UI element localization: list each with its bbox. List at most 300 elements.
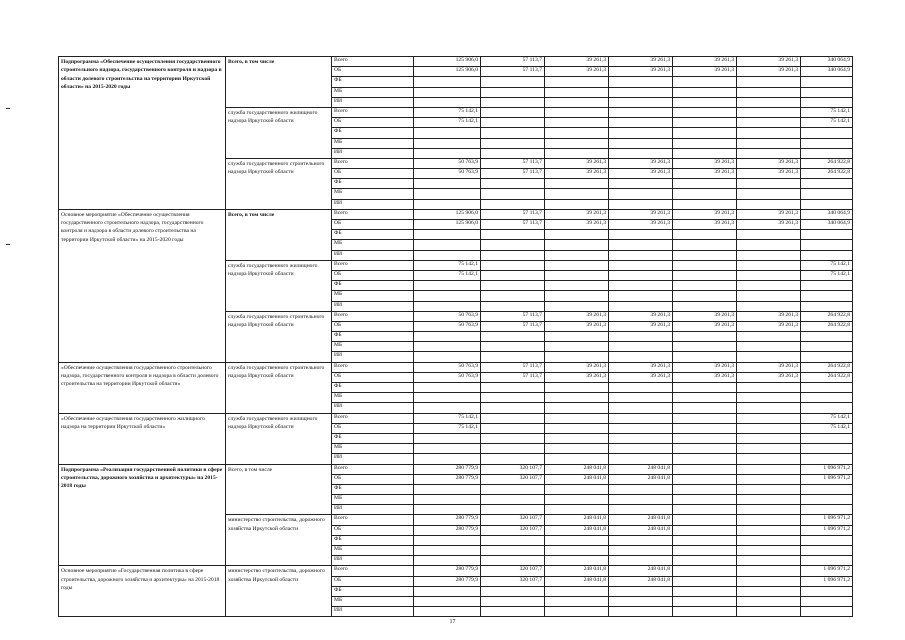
program-name-cell: «Обеспечение осуществления государственного жилищного надзора на территории Иркутской области»: [59, 413, 226, 464]
amount-cell: [545, 332, 609, 342]
amount-cell: 50 763,9: [414, 362, 481, 372]
funding-source-cell: ИИ: [332, 148, 414, 158]
funding-source-cell: ФБ: [332, 586, 414, 596]
amount-cell: 280 779,9: [414, 576, 481, 586]
amount-cell: 125 906,0: [414, 209, 481, 219]
amount-cell: 39 261,3: [673, 220, 737, 230]
amount-cell: [609, 87, 673, 97]
amount-cell: 39 261,3: [545, 158, 609, 168]
amount-cell: [737, 576, 801, 586]
amount-cell: 125 906,0: [414, 220, 481, 230]
amount-cell: 39 261,3: [609, 57, 673, 67]
amount-cell: [609, 586, 673, 596]
amount-cell: 75 142,1: [414, 118, 481, 128]
amount-cell: 248 041,8: [609, 474, 673, 484]
amount-cell: 39 261,3: [545, 311, 609, 321]
amount-cell: [801, 301, 853, 311]
amount-cell: 39 261,3: [545, 57, 609, 67]
amount-cell: [801, 535, 853, 545]
amount-cell: 39 261,3: [609, 67, 673, 77]
amount-cell: 340 064,9: [801, 67, 853, 77]
amount-cell: [481, 454, 545, 464]
amount-cell: [737, 240, 801, 250]
amount-cell: [609, 301, 673, 311]
funding-source-cell: Всего: [332, 413, 414, 423]
amount-cell: 39 261,3: [673, 57, 737, 67]
funding-source-cell: ИИ: [332, 352, 414, 362]
amount-cell: [545, 352, 609, 362]
amount-cell: [414, 281, 481, 291]
amount-cell: [737, 556, 801, 566]
amount-cell: [481, 148, 545, 158]
amount-cell: [545, 77, 609, 87]
amount-cell: [481, 128, 545, 138]
amount-cell: [545, 118, 609, 128]
responsible-executor-cell: министерство строительства, дорожного хозяйства Иркутской области: [226, 566, 332, 617]
amount-cell: [609, 138, 673, 148]
amount-cell: 75 142,1: [414, 413, 481, 423]
funding-source-cell: Всего: [332, 362, 414, 372]
amount-cell: 280 779,9: [414, 464, 481, 474]
amount-cell: [481, 556, 545, 566]
amount-cell: [481, 444, 545, 454]
amount-cell: 320 107,7: [481, 474, 545, 484]
amount-cell: [609, 495, 673, 505]
amount-cell: [414, 189, 481, 199]
amount-cell: 39 261,3: [609, 362, 673, 372]
amount-cell: [737, 403, 801, 413]
amount-cell: [609, 77, 673, 87]
amount-cell: 39 261,3: [673, 67, 737, 77]
amount-cell: [414, 77, 481, 87]
funding-source-cell: МБ: [332, 495, 414, 505]
amount-cell: [737, 270, 801, 280]
amount-cell: [414, 484, 481, 494]
amount-cell: 39 261,3: [737, 209, 801, 219]
funding-source-cell: МБ: [332, 189, 414, 199]
funding-source-cell: МБ: [332, 240, 414, 250]
amount-cell: [545, 301, 609, 311]
amount-cell: [609, 148, 673, 158]
amount-cell: [609, 199, 673, 209]
funding-source-cell: ФБ: [332, 77, 414, 87]
amount-cell: 75 142,1: [801, 270, 853, 280]
amount-cell: [801, 556, 853, 566]
amount-cell: 39 261,3: [737, 372, 801, 382]
amount-cell: [801, 596, 853, 606]
amount-cell: 320 107,7: [481, 566, 545, 576]
amount-cell: [673, 189, 737, 199]
amount-cell: [414, 454, 481, 464]
amount-cell: 1 096 971,2: [801, 515, 853, 525]
amount-cell: 75 142,1: [801, 423, 853, 433]
amount-cell: [481, 250, 545, 260]
table-body: [59, 57, 853, 617]
amount-cell: [673, 138, 737, 148]
amount-cell: 57 113,7: [481, 372, 545, 382]
amount-cell: [545, 179, 609, 189]
amount-cell: [609, 118, 673, 128]
amount-cell: [673, 423, 737, 433]
amount-cell: 280 779,9: [414, 474, 481, 484]
amount-cell: [673, 260, 737, 270]
margin-mark: [6, 108, 10, 109]
amount-cell: 39 261,3: [737, 362, 801, 372]
amount-cell: [801, 189, 853, 199]
amount-cell: [673, 87, 737, 97]
amount-cell: [481, 281, 545, 291]
amount-cell: 39 261,3: [609, 169, 673, 179]
amount-cell: [414, 495, 481, 505]
amount-cell: [801, 352, 853, 362]
responsible-executor-cell: служба государственного жилищного надзора Иркутской области: [226, 260, 332, 311]
amount-cell: [673, 515, 737, 525]
amount-cell: 39 261,3: [673, 169, 737, 179]
amount-cell: 264 922,8: [801, 169, 853, 179]
amount-cell: [545, 107, 609, 117]
responsible-executor-cell: служба государственного жилищного надзора Иркутской области: [226, 413, 332, 464]
amount-cell: [545, 393, 609, 403]
amount-cell: [481, 230, 545, 240]
funding-source-cell: ИИ: [332, 505, 414, 515]
amount-cell: [673, 393, 737, 403]
amount-cell: [673, 464, 737, 474]
amount-cell: [673, 505, 737, 515]
amount-cell: [609, 423, 673, 433]
amount-cell: 320 107,7: [481, 464, 545, 474]
amount-cell: [673, 148, 737, 158]
amount-cell: 280 779,9: [414, 566, 481, 576]
amount-cell: [414, 546, 481, 556]
amount-cell: [673, 586, 737, 596]
amount-cell: [737, 128, 801, 138]
amount-cell: [545, 87, 609, 97]
amount-cell: 39 261,3: [545, 372, 609, 382]
amount-cell: [737, 474, 801, 484]
amount-cell: [737, 301, 801, 311]
amount-cell: 39 261,3: [673, 372, 737, 382]
amount-cell: [737, 138, 801, 148]
amount-cell: [737, 464, 801, 474]
amount-cell: [414, 433, 481, 443]
amount-cell: 50 763,9: [414, 372, 481, 382]
responsible-executor-cell: служба государственного строительного надзора Иркутской области: [226, 158, 332, 209]
amount-cell: [673, 596, 737, 606]
amount-cell: [481, 383, 545, 393]
amount-cell: [545, 403, 609, 413]
amount-cell: 1 096 971,2: [801, 576, 853, 586]
program-name-cell: Подпрограмма «Обеспечение осуществления государственного строительного надзора, государственного контроля и надзора в области долевого строительства на территории Иркутской области» на 2015-2020 годы: [59, 57, 226, 210]
amount-cell: [414, 393, 481, 403]
amount-cell: [801, 128, 853, 138]
amount-cell: [673, 230, 737, 240]
amount-cell: [545, 454, 609, 464]
amount-cell: [673, 240, 737, 250]
amount-cell: [737, 484, 801, 494]
amount-cell: [414, 607, 481, 617]
amount-cell: [673, 107, 737, 117]
amount-cell: 57 113,7: [481, 311, 545, 321]
amount-cell: 75 142,1: [414, 423, 481, 433]
amount-cell: [545, 199, 609, 209]
amount-cell: [737, 444, 801, 454]
amount-cell: [673, 352, 737, 362]
amount-cell: [609, 444, 673, 454]
amount-cell: [673, 301, 737, 311]
amount-cell: [737, 454, 801, 464]
funding-source-cell: МБ: [332, 138, 414, 148]
amount-cell: [737, 199, 801, 209]
funding-source-cell: Всего: [332, 464, 414, 474]
amount-cell: [673, 270, 737, 280]
amount-cell: [801, 495, 853, 505]
amount-cell: 125 906,0: [414, 67, 481, 77]
amount-cell: [414, 444, 481, 454]
responsible-executor-cell: служба государственного строительного надзора Иркутской области: [226, 311, 332, 362]
amount-cell: [481, 505, 545, 515]
amount-cell: [481, 596, 545, 606]
amount-cell: [481, 107, 545, 117]
amount-cell: [545, 383, 609, 393]
amount-cell: 39 261,3: [545, 169, 609, 179]
amount-cell: [737, 423, 801, 433]
amount-cell: [801, 77, 853, 87]
amount-cell: 57 113,7: [481, 321, 545, 331]
funding-source-cell: ФБ: [332, 179, 414, 189]
funding-source-cell: ОБ: [332, 474, 414, 484]
amount-cell: [481, 270, 545, 280]
amount-cell: [609, 403, 673, 413]
funding-source-cell: ИИ: [332, 97, 414, 107]
funding-source-cell: ОБ: [332, 372, 414, 382]
amount-cell: 248 041,8: [545, 576, 609, 586]
amount-cell: [481, 97, 545, 107]
amount-cell: [609, 546, 673, 556]
amount-cell: [481, 413, 545, 423]
amount-cell: [609, 484, 673, 494]
amount-cell: [545, 505, 609, 515]
amount-cell: [737, 107, 801, 117]
amount-cell: 248 041,8: [609, 566, 673, 576]
amount-cell: [414, 403, 481, 413]
amount-cell: [801, 179, 853, 189]
amount-cell: [801, 454, 853, 464]
amount-cell: [673, 250, 737, 260]
amount-cell: 340 064,9: [801, 57, 853, 67]
amount-cell: [414, 352, 481, 362]
amount-cell: 75 142,1: [414, 107, 481, 117]
funding-source-cell: МБ: [332, 596, 414, 606]
amount-cell: [737, 148, 801, 158]
amount-cell: 248 041,8: [545, 474, 609, 484]
funding-source-cell: ОБ: [332, 525, 414, 535]
amount-cell: [609, 107, 673, 117]
amount-cell: [481, 332, 545, 342]
amount-cell: [545, 128, 609, 138]
amount-cell: 248 041,8: [545, 464, 609, 474]
funding-source-cell: Всего: [332, 311, 414, 321]
funding-source-cell: ОБ: [332, 270, 414, 280]
amount-cell: [414, 342, 481, 352]
amount-cell: [481, 607, 545, 617]
amount-cell: [801, 607, 853, 617]
amount-cell: [481, 301, 545, 311]
amount-cell: [673, 128, 737, 138]
funding-source-cell: МБ: [332, 393, 414, 403]
amount-cell: [737, 332, 801, 342]
amount-cell: [673, 118, 737, 128]
amount-cell: [673, 484, 737, 494]
amount-cell: [481, 138, 545, 148]
funding-source-cell: ФБ: [332, 535, 414, 545]
amount-cell: 264 922,8: [801, 372, 853, 382]
amount-cell: [609, 179, 673, 189]
amount-cell: [545, 291, 609, 301]
amount-cell: 75 142,1: [801, 260, 853, 270]
funding-source-cell: ОБ: [332, 118, 414, 128]
amount-cell: 57 113,7: [481, 362, 545, 372]
amount-cell: [414, 383, 481, 393]
table-row: [59, 57, 853, 67]
amount-cell: 39 261,3: [673, 321, 737, 331]
table-row: [59, 464, 853, 474]
amount-cell: [801, 138, 853, 148]
amount-cell: [481, 291, 545, 301]
amount-cell: [481, 535, 545, 545]
amount-cell: [545, 413, 609, 423]
amount-cell: [545, 342, 609, 352]
amount-cell: [737, 566, 801, 576]
amount-cell: [801, 505, 853, 515]
amount-cell: [673, 433, 737, 443]
amount-cell: [737, 607, 801, 617]
amount-cell: [737, 87, 801, 97]
amount-cell: 264 922,8: [801, 321, 853, 331]
amount-cell: [545, 230, 609, 240]
amount-cell: [673, 332, 737, 342]
amount-cell: 39 261,3: [737, 311, 801, 321]
amount-cell: [545, 546, 609, 556]
amount-cell: [737, 352, 801, 362]
amount-cell: [737, 525, 801, 535]
amount-cell: [673, 535, 737, 545]
amount-cell: [545, 484, 609, 494]
funding-source-cell: ФБ: [332, 383, 414, 393]
amount-cell: 57 113,7: [481, 209, 545, 219]
amount-cell: [673, 576, 737, 586]
funding-source-cell: ФБ: [332, 332, 414, 342]
amount-cell: [801, 250, 853, 260]
amount-cell: 39 261,3: [609, 311, 673, 321]
funding-source-cell: Всего: [332, 107, 414, 117]
funding-source-cell: ОБ: [332, 321, 414, 331]
funding-source-cell: ИИ: [332, 454, 414, 464]
amount-cell: 1 096 971,2: [801, 464, 853, 474]
amount-cell: [609, 260, 673, 270]
amount-cell: [737, 495, 801, 505]
amount-cell: 75 142,1: [801, 413, 853, 423]
amount-cell: [737, 179, 801, 189]
amount-cell: [801, 444, 853, 454]
amount-cell: 75 142,1: [801, 107, 853, 117]
amount-cell: [737, 189, 801, 199]
funding-source-cell: Всего: [332, 260, 414, 270]
amount-cell: 57 113,7: [481, 67, 545, 77]
amount-cell: 57 113,7: [481, 57, 545, 67]
amount-cell: [481, 495, 545, 505]
amount-cell: [414, 250, 481, 260]
amount-cell: [737, 535, 801, 545]
amount-cell: [414, 301, 481, 311]
funding-source-cell: ИИ: [332, 607, 414, 617]
amount-cell: 39 261,3: [545, 67, 609, 77]
amount-cell: 248 041,8: [545, 515, 609, 525]
amount-cell: [737, 546, 801, 556]
amount-cell: [481, 189, 545, 199]
amount-cell: 340 064,9: [801, 220, 853, 230]
program-name-cell: «Обеспечение осуществления государственного строительного надзора, государственного контроля и надзора в области долевого строительства на территории Иркутской области»: [59, 362, 226, 413]
program-name-cell: Основное мероприятие «Обеспечение осуществления государственного строительного надзора, государственного контроля и надзора в области долевого строительства на территории Иркутской области» на 2015-2020 годы: [59, 209, 226, 362]
amount-cell: 264 922,8: [801, 158, 853, 168]
amount-cell: [481, 393, 545, 403]
amount-cell: [481, 199, 545, 209]
amount-cell: 39 261,3: [737, 220, 801, 230]
amount-cell: 39 261,3: [673, 158, 737, 168]
amount-cell: [609, 189, 673, 199]
amount-cell: [481, 433, 545, 443]
funding-source-cell: ФБ: [332, 433, 414, 443]
amount-cell: 75 142,1: [414, 260, 481, 270]
amount-cell: [801, 199, 853, 209]
amount-cell: 39 261,3: [609, 372, 673, 382]
amount-cell: [737, 383, 801, 393]
funding-source-cell: ИИ: [332, 301, 414, 311]
funding-source-cell: МБ: [332, 342, 414, 352]
funding-source-cell: Всего: [332, 209, 414, 219]
amount-cell: [481, 118, 545, 128]
amount-cell: [673, 607, 737, 617]
amount-cell: [737, 291, 801, 301]
funding-source-cell: МБ: [332, 546, 414, 556]
amount-cell: [673, 383, 737, 393]
amount-cell: [414, 291, 481, 301]
amount-cell: 1 096 971,2: [801, 566, 853, 576]
amount-cell: [801, 148, 853, 158]
amount-cell: [545, 281, 609, 291]
responsible-executor-cell: Всего, в том числе: [226, 464, 332, 515]
amount-cell: 57 113,7: [481, 220, 545, 230]
amount-cell: [737, 260, 801, 270]
responsible-executor-cell: служба государственного строительного надзора Иркутской области: [226, 362, 332, 413]
amount-cell: [673, 403, 737, 413]
amount-cell: 39 261,3: [737, 57, 801, 67]
amount-cell: [414, 332, 481, 342]
amount-cell: [414, 535, 481, 545]
amount-cell: [414, 230, 481, 240]
funding-source-cell: Всего: [332, 515, 414, 525]
amount-cell: [609, 332, 673, 342]
table-row: [59, 209, 853, 219]
amount-cell: [414, 128, 481, 138]
amount-cell: [673, 444, 737, 454]
amount-cell: [801, 281, 853, 291]
amount-cell: 50 763,9: [414, 321, 481, 331]
amount-cell: [801, 484, 853, 494]
funding-source-cell: ФБ: [332, 281, 414, 291]
amount-cell: 320 107,7: [481, 515, 545, 525]
amount-cell: [414, 138, 481, 148]
amount-cell: [545, 423, 609, 433]
